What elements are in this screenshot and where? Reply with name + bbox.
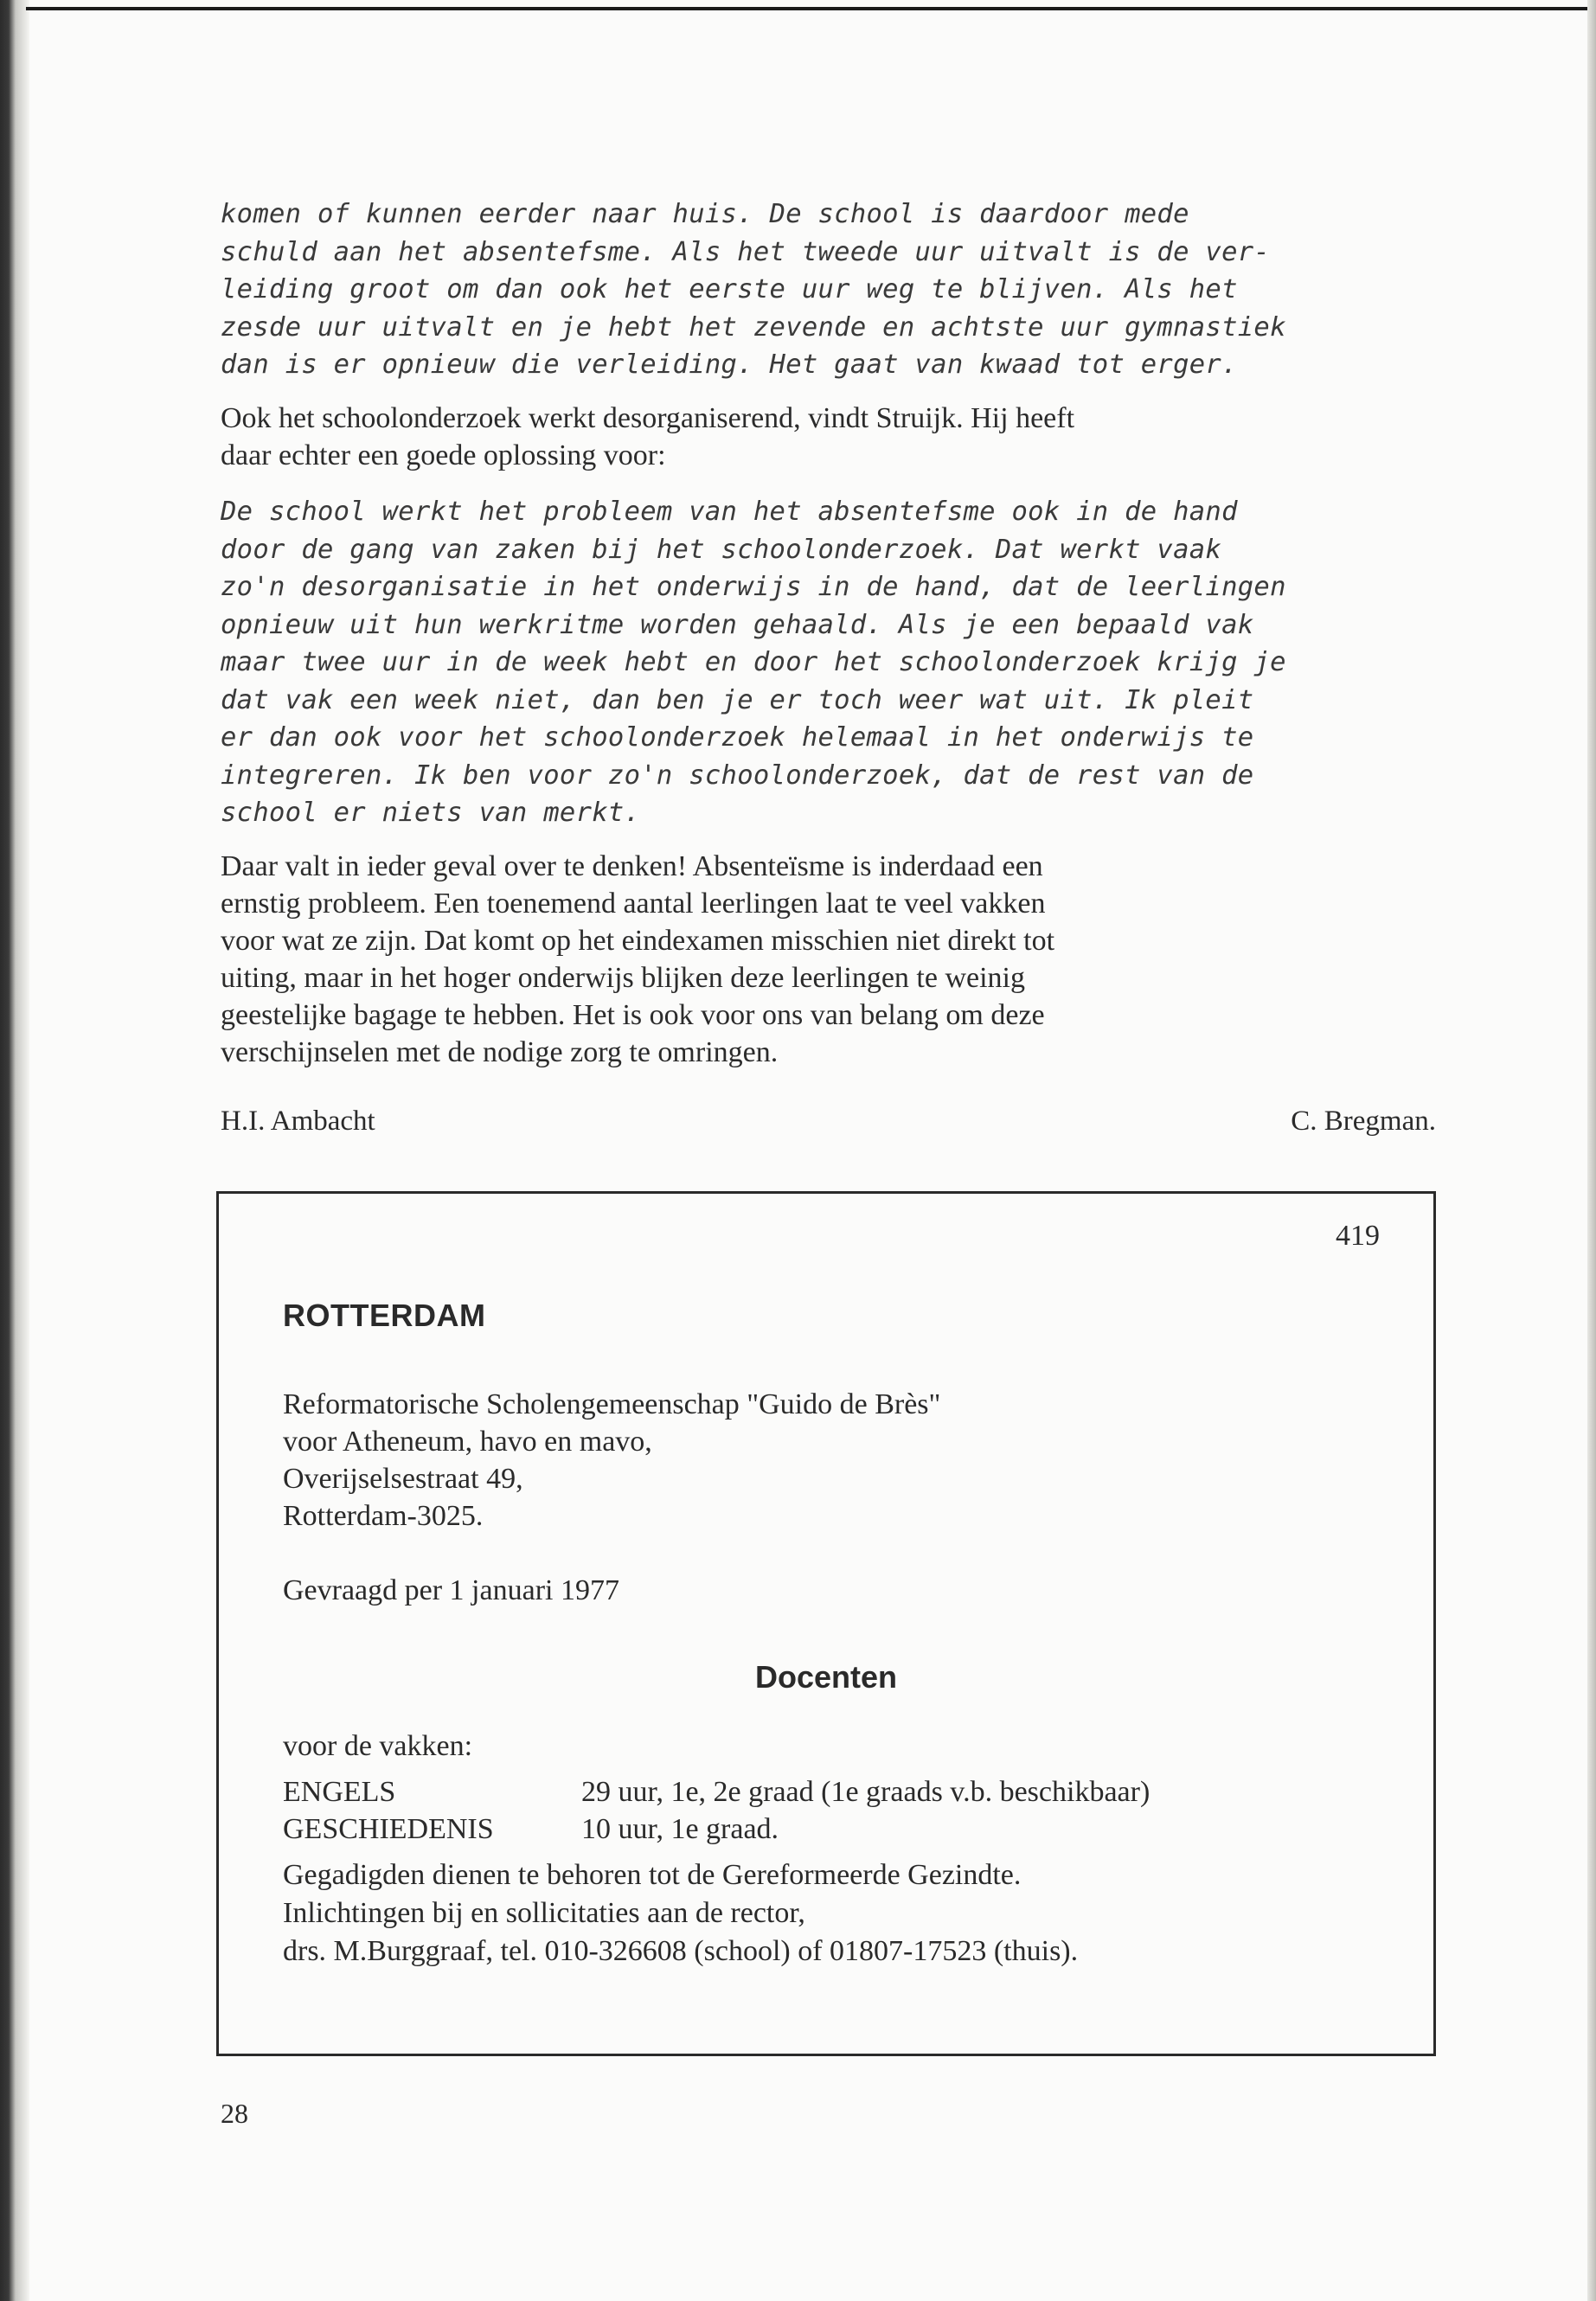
text-line: opnieuw uit hun werkritme worden gehaald. Als je een bepaald vak bbox=[221, 609, 1254, 640]
job-advertisement bbox=[216, 1191, 1436, 2056]
scan-right-edge bbox=[1587, 0, 1596, 2301]
text-line: maar twee uur in de week hebt en door het schoolonderzoek krijg je bbox=[221, 647, 1286, 677]
text-line: ernstig probleem. Een toenemend aantal leerlingen laat te veel vakken bbox=[221, 888, 1046, 920]
page-number: 28 bbox=[221, 2098, 248, 2129]
subject-name: GESCHIEDENIS bbox=[283, 1813, 494, 1845]
ad-footer bbox=[283, 1856, 1078, 1971]
ad-subjects-table bbox=[283, 1773, 1150, 1848]
text-line: zo'n desorganisatie in het onderwijs in de hand, dat de leerlingen bbox=[221, 572, 1286, 602]
text-line: voor wat ze zijn. Dat komt op het eindexamen misschien niet direkt tot bbox=[221, 925, 1055, 957]
scan-left-edge bbox=[0, 0, 29, 2301]
text-line: Daar valt in ieder geval over te denken! Absenteïsme is inderdaad een bbox=[221, 850, 1043, 882]
text-line: school er niets van merkt. bbox=[221, 798, 641, 828]
footer-line: drs. M.Burggraaf, tel. 010-326608 (school) of 01807-17523 (thuis). bbox=[283, 1935, 1079, 1967]
ad-number: 419 bbox=[1336, 1220, 1380, 1252]
text-line: dat vak een week niet, dan ben je er toch weer wat uit. Ik pleit bbox=[221, 684, 1254, 715]
ad-heading: Docenten bbox=[754, 1659, 898, 1695]
text-line: schuld aan het absentefsme. Als het tweede uur uitvalt is de ver- bbox=[221, 236, 1271, 267]
italic-quote-top bbox=[221, 195, 1466, 384]
text-line: geestelijke bagage te hebben. Het is ook voor ons van belang om deze bbox=[221, 999, 1045, 1031]
footer-line: Gegadigden dienen te behoren tot de Gereformeerde Gezindte. bbox=[283, 1859, 1022, 1891]
paragraph-conclusion bbox=[221, 848, 1432, 1071]
text-line: verschijnselen met de nodige zorg te omringen. bbox=[221, 1036, 779, 1068]
signature-right: C. Bregman. bbox=[1291, 1106, 1436, 1137]
signature-left: H.I. Ambacht bbox=[221, 1106, 375, 1137]
ad-address bbox=[283, 1386, 940, 1535]
subject-row bbox=[283, 1811, 1150, 1848]
italic-quote-school bbox=[221, 493, 1466, 832]
subject-detail: 29 uur, 1e, 2e graad (1e graads v.b. beschikbaar) bbox=[581, 1776, 1151, 1808]
address-line: Reformatorische Scholengemeenschap "Guido de Brès" bbox=[283, 1388, 941, 1420]
ad-date: Gevraagd per 1 januari 1977 bbox=[283, 1574, 619, 1606]
subject-row bbox=[283, 1773, 1150, 1811]
text-line: komen of kunnen eerder naar huis. De school is daardoor mede bbox=[221, 199, 1189, 229]
address-line: Rotterdam-3025. bbox=[283, 1500, 484, 1532]
address-line: voor Atheneum, havo en mavo, bbox=[283, 1426, 652, 1458]
ad-city: ROTTERDAM bbox=[283, 1298, 486, 1333]
text-line: De school werkt het probleem van het absentefsme ook in de hand bbox=[221, 497, 1238, 527]
address-line: Overijselsestraat 49, bbox=[283, 1463, 523, 1495]
text-line: integreren. Ik ben voor zo'n schoolonderzoek, dat de rest van de bbox=[221, 760, 1254, 791]
text-line: uiting, maar in het hoger onderwijs blijken deze leerlingen te weinig bbox=[221, 962, 1025, 994]
text-line: Ook het schoolonderzoek werkt desorganiserend, vindt Struijk. Hij heeft bbox=[221, 402, 1075, 434]
ad-subjects-label: voor de vakken: bbox=[283, 1730, 473, 1762]
footer-line: Inlichtingen bij en sollicitaties aan de rector, bbox=[283, 1897, 805, 1929]
paragraph-struijk bbox=[221, 400, 1432, 474]
scan-top-edge bbox=[26, 7, 1596, 10]
subject-detail: 10 uur, 1e graad. bbox=[581, 1813, 779, 1845]
text-line: leiding groot om dan ook het eerste uur weg te blijven. Als het bbox=[221, 274, 1238, 304]
text-line: er dan ook voor het schoolonderzoek helemaal in het onderwijs te bbox=[221, 722, 1254, 753]
text-line: dan is er opnieuw die verleiding. Het gaat van kwaad tot erger. bbox=[221, 349, 1238, 380]
text-line: daar echter een goede oplossing voor: bbox=[221, 439, 666, 471]
subject-name: ENGELS bbox=[283, 1776, 396, 1808]
text-line: zesde uur uitvalt en je hebt het zevende en achtste uur gymnastiek bbox=[221, 311, 1286, 343]
text-line: door de gang van zaken bij het schoolonderzoek. Dat werkt vaak bbox=[221, 534, 1222, 565]
